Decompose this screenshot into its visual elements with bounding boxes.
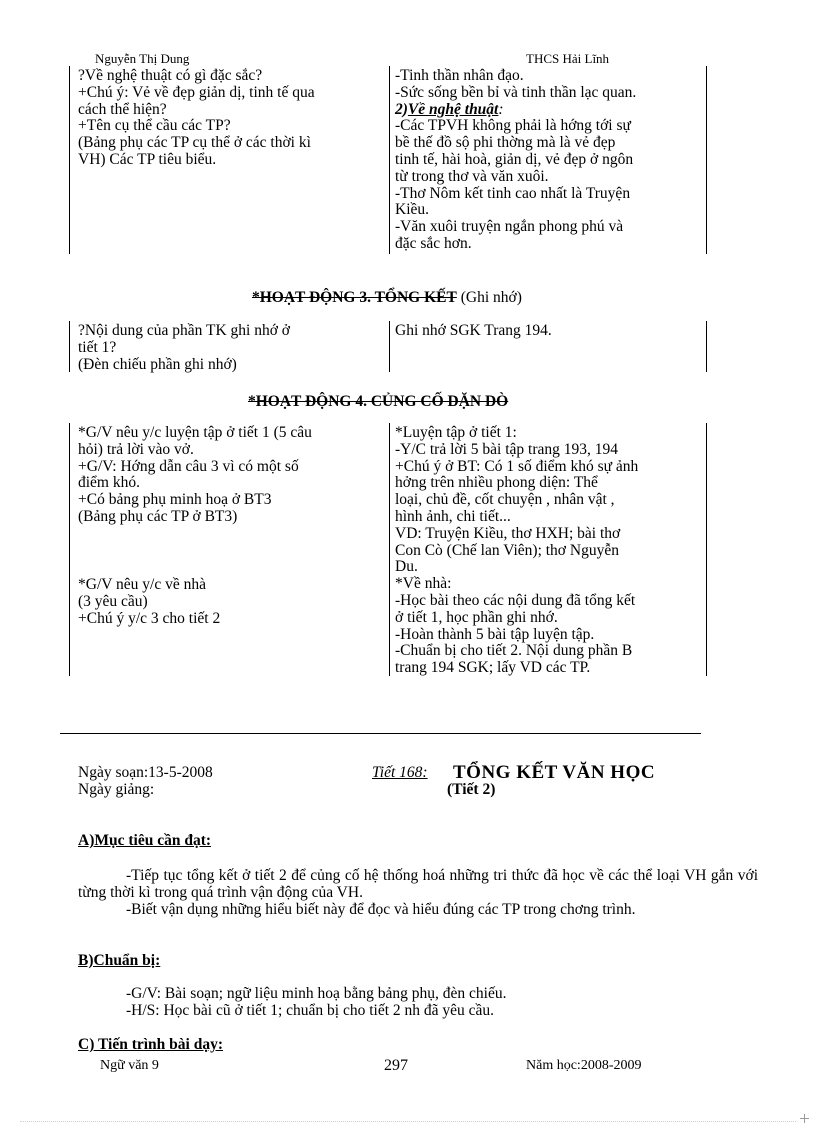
- table3-right-line: loại, chủ đề, cốt chuyện , nhân vật ,: [395, 491, 615, 509]
- table1-right-line: -Thơ Nôm kết tinh cao nhất là Truyện: [395, 184, 631, 202]
- table1-right-line: -Các TPVH không phải là hớng tới sự: [395, 117, 631, 135]
- date-taught: Ngày giảng:: [78, 780, 155, 798]
- table2-left-line: ?Nội dung của phần TK ghi nhớ ở: [78, 322, 290, 339]
- footer-subject: Ngữ văn 9: [100, 1058, 159, 1073]
- table1-right-line: -Sức sống bền bỉ và tinh thần lạc quan.: [395, 83, 637, 101]
- table3-left-line: *G/V nêu y/c về nhà: [78, 576, 206, 593]
- table1-right-line: -Văn xuôi truyện ngắn phong phú và: [395, 218, 624, 236]
- table1-right-cell: [395, 68, 636, 253]
- lesson-subtitle: (Tiết 2): [447, 781, 496, 798]
- table2-right-border: [706, 321, 707, 372]
- table3-right-line: ở tiết 1, học phần ghi nhớ.: [395, 608, 558, 626]
- table1-left-cell: [78, 68, 315, 169]
- table3-left-border: [69, 423, 70, 676]
- footer-year: Năm học:2008-2009: [526, 1058, 642, 1073]
- activity3-heading: [252, 289, 522, 307]
- table1-right-border: [706, 66, 707, 254]
- art-heading: [395, 102, 636, 119]
- activity3-suffix: (Ghi nhớ): [456, 289, 522, 306]
- table3-right-cell: [395, 425, 638, 677]
- page-bottom-border: [20, 1121, 796, 1122]
- table3-right-line: +Chú ý ở BT: Có 1 số điểm khó sự ảnh: [395, 457, 639, 475]
- table2-right-line: Ghi nhớ SGK Trang 194.: [395, 322, 552, 339]
- table3-right-line: hởng trên nhiều phong diện: Thể: [395, 474, 598, 492]
- table1-left-border: [69, 66, 70, 254]
- table3-right-border: [706, 423, 707, 676]
- table3-right-line: hình ảnh, chi tiết...: [395, 507, 511, 525]
- page-corner-mark: [800, 1118, 809, 1119]
- section-b-item: -G/V: Bài soạn; ngữ liệu minh hoạ bằng bảng phụ, đèn chiếu.: [126, 985, 507, 1002]
- header-school: THCS Hải Lĩnh: [526, 51, 610, 66]
- section-b-item: -H/S: Học bài cũ ở tiết 1; chuẩn bị cho tiết 2 nh đã yêu cầu.: [126, 1001, 495, 1019]
- table3-right-line: Du.: [395, 558, 418, 576]
- table2-left-line: (Đèn chiếu phần ghi nhớ): [78, 355, 237, 373]
- table3-right-line: -Học bài theo các nội dung đã tổng kết: [395, 591, 636, 609]
- section-a-paragraph-1: -Tiếp tục tổng kết ở tiết 2 để củng cố hệ thống hoá những tri thức đã học về các thể loại VH gắn với từng thời kì trong quá trình vận động của VH.: [78, 867, 758, 901]
- table3-right-line: -Chuẩn bị cho tiết 2. Nội dung phần B: [395, 642, 633, 660]
- section-a-paragraph-2: -Biết vận dụng những hiểu biết này để đọc và hiểu đúng các TP trong chơng trình.: [126, 901, 636, 918]
- table1-left-line: (Bảng phụ các TP cụ thể ở các thời kì: [78, 134, 311, 152]
- table2-left-cell: [78, 323, 290, 373]
- date-prepared: Ngày soạn:13-5-2008: [78, 764, 213, 781]
- activity4-title: *HOẠT ĐỘNG 4. CỦNG CỐ DẶN DÒ: [248, 393, 509, 410]
- period-label: Tiết 168:: [372, 764, 428, 781]
- table3-right-line: *Luyện tập ở tiết 1:: [395, 424, 517, 441]
- table1-left-line: ?Về nghệ thuật có gì đặc sắc?: [78, 67, 263, 84]
- table3-left-top-cell: [78, 425, 312, 526]
- table3-left-line: +Chú ý y/c 3 cho tiết 2: [78, 609, 221, 627]
- table3-right-line: *Về nhà:: [395, 575, 452, 593]
- table3-left-line: (3 yêu cầu): [78, 592, 148, 610]
- section-c-heading: C) Tiến trình bài dạy:: [78, 1036, 223, 1053]
- table2-middle-border: [389, 321, 390, 372]
- table3-right-line: -Hoàn thành 5 bài tập luyện tập.: [395, 625, 595, 643]
- table2-left-line: tiết 1?: [78, 338, 117, 356]
- table1-middle-border: [389, 66, 390, 254]
- art-heading-text: Về nghệ thuật: [407, 100, 499, 118]
- table1-right-line: -Tinh thần nhân đạo.: [395, 67, 524, 84]
- activity3-title: *HOẠT ĐỘNG 3. TỔNG KẾT: [252, 289, 457, 306]
- table1-right-line: tinh tế, hài hoà, giản dị, vẻ đẹp ở ngôn: [395, 150, 634, 168]
- table1-right-line: Kiều.: [395, 201, 430, 219]
- table1-right-line: bề thế đồ sộ phi thờng mà là vẻ đẹp: [395, 134, 616, 152]
- table3-right-line: VD: Truyện Kiều, thơ HXH; bài thơ: [395, 524, 621, 542]
- table3-left-line: +G/V: Hớng dẫn câu 3 vì có một số: [78, 457, 299, 475]
- table1-left-line: +Chú ý: Vẻ về đẹp giản dị, tinh tế qua: [78, 83, 315, 101]
- table3-left-line: (Bảng phụ các TP ở BT3): [78, 507, 238, 525]
- table3-right-line: Con Cò (Chế lan Viên); thơ Nguyễn: [395, 541, 619, 559]
- table1-left-line: +Tên cụ thể cầu các TP?: [78, 117, 231, 135]
- art-heading-number: 2): [395, 100, 408, 118]
- table1-right-line: đặc sắc hơn.: [395, 234, 472, 252]
- table3-middle-border: [389, 423, 390, 676]
- section-b-heading: B)Chuẩn bị:: [78, 952, 161, 969]
- table3-left-line: hỏi) trả lời vào vở.: [78, 440, 194, 458]
- section-b-list: [126, 986, 506, 1020]
- footer-page-number: 297: [384, 1057, 408, 1074]
- table1-left-line: VH) Các TP tiêu biểu.: [78, 150, 217, 168]
- table3-left-line: điểm khó.: [78, 474, 140, 492]
- table3-left-line: *G/V nêu y/c luyện tập ở tiết 1 (5 câu: [78, 424, 312, 441]
- art-heading-colon: :: [498, 100, 504, 118]
- table3-right-line: trang 194 SGK; lấy VD các TP.: [395, 659, 591, 677]
- lesson-dates: [78, 765, 213, 799]
- table3-left-bottom-cell: [78, 577, 220, 627]
- table3-left-line: +Có bảng phụ minh hoạ ở BT3: [78, 491, 272, 509]
- table2-right-cell: [395, 323, 552, 340]
- lesson-title: TỔNG KẾT VĂN HỌC: [453, 762, 656, 783]
- table3-right-line: -Y/C trả lời 5 bài tập trang 193, 194: [395, 440, 619, 458]
- table1-left-line: cách thể hiện?: [78, 100, 167, 118]
- section-separator: [60, 733, 701, 734]
- header-author: Nguyễn Thị Dung: [95, 51, 190, 66]
- table1-right-line: từ trong thơ và văn xuôi.: [395, 167, 549, 185]
- table2-left-border: [69, 321, 70, 372]
- section-a-heading: A)Mục tiêu cần đạt:: [78, 832, 212, 849]
